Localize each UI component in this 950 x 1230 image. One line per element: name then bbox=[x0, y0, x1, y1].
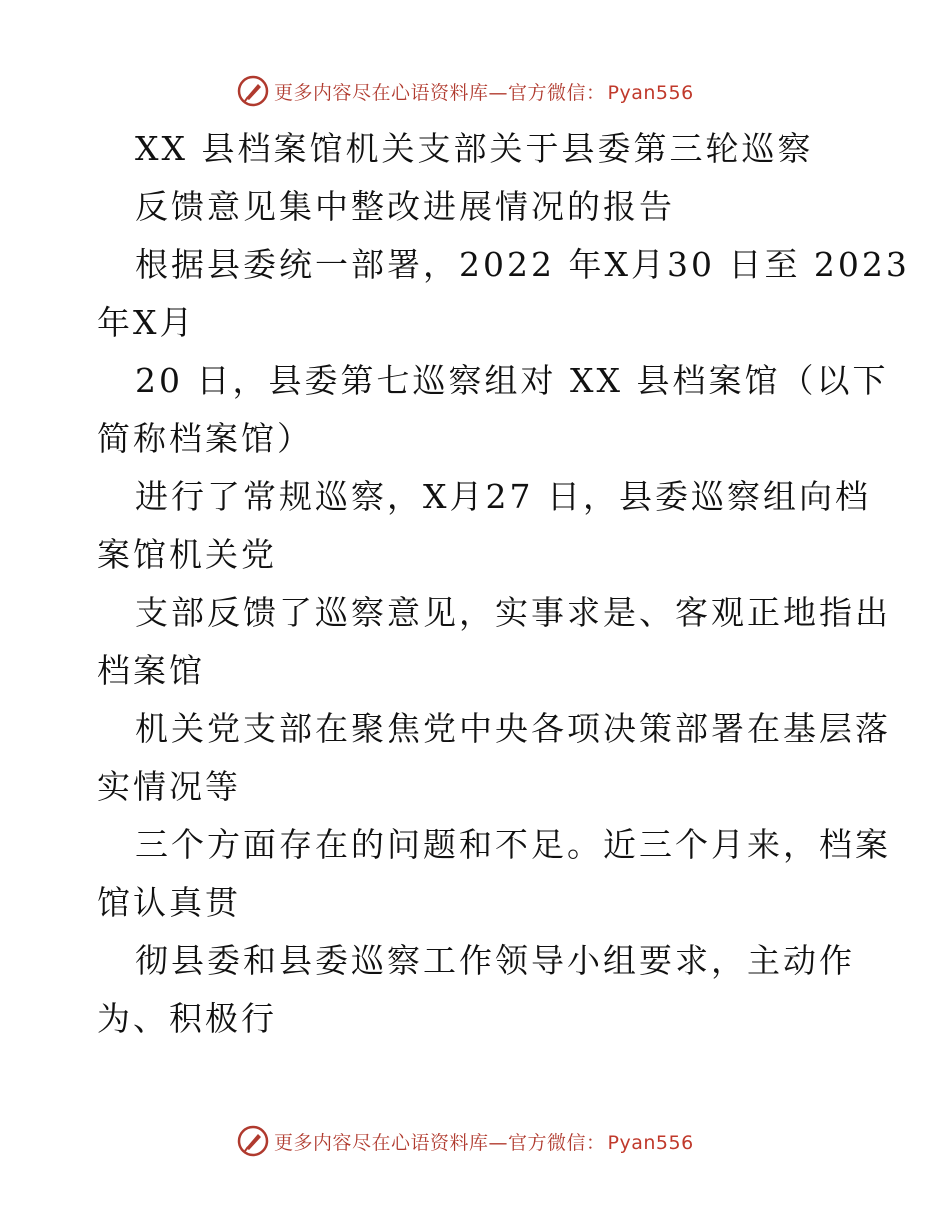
doc-line: 为、积极行 bbox=[97, 999, 277, 1038]
doc-line: 实情况等 bbox=[97, 767, 241, 806]
watermark-text bbox=[274, 78, 694, 105]
watermark-label: 更多内容尽在心语资料库—官方微信： bbox=[274, 81, 606, 104]
doc-line: 根据县委统一部署，2022 年X月30 日至 2023 bbox=[135, 245, 910, 284]
header-watermark bbox=[236, 74, 694, 108]
doc-line: 反馈意见集中整改进展情况的报告 bbox=[135, 187, 675, 226]
footer-watermark bbox=[236, 1124, 694, 1158]
doc-line: 年X月 bbox=[97, 303, 196, 342]
doc-line: 三个方面存在的问题和不足。近三个月来，档案 bbox=[135, 825, 891, 864]
doc-line: 案馆机关党 bbox=[97, 535, 277, 574]
watermark-wechat-id: Pyan556 bbox=[607, 1131, 694, 1154]
quill-logo-icon bbox=[236, 1124, 270, 1158]
doc-line: 馆认真贯 bbox=[97, 883, 241, 922]
doc-line: XX 县档案馆机关支部关于县委第三轮巡察 bbox=[135, 129, 814, 168]
doc-line: 支部反馈了巡察意见，实事求是、客观正地指出 bbox=[135, 593, 891, 632]
doc-line: 20 日，县委第七巡察组对 XX 县档案馆（以下 bbox=[135, 361, 889, 400]
doc-line: 进行了常规巡察，X月27 日，县委巡察组向档 bbox=[135, 477, 871, 516]
watermark-text bbox=[274, 1128, 694, 1155]
watermark-label: 更多内容尽在心语资料库—官方微信： bbox=[274, 1131, 606, 1154]
doc-line: 档案馆 bbox=[97, 651, 205, 690]
doc-line: 机关党支部在聚焦党中央各项决策部署在基层落 bbox=[135, 709, 891, 748]
document-body bbox=[97, 120, 910, 1048]
doc-line: 简称档案馆） bbox=[97, 419, 313, 458]
watermark-wechat-id: Pyan556 bbox=[607, 81, 694, 104]
quill-logo-icon bbox=[236, 74, 270, 108]
doc-line: 彻县委和县委巡察工作领导小组要求，主动作 bbox=[135, 941, 855, 980]
